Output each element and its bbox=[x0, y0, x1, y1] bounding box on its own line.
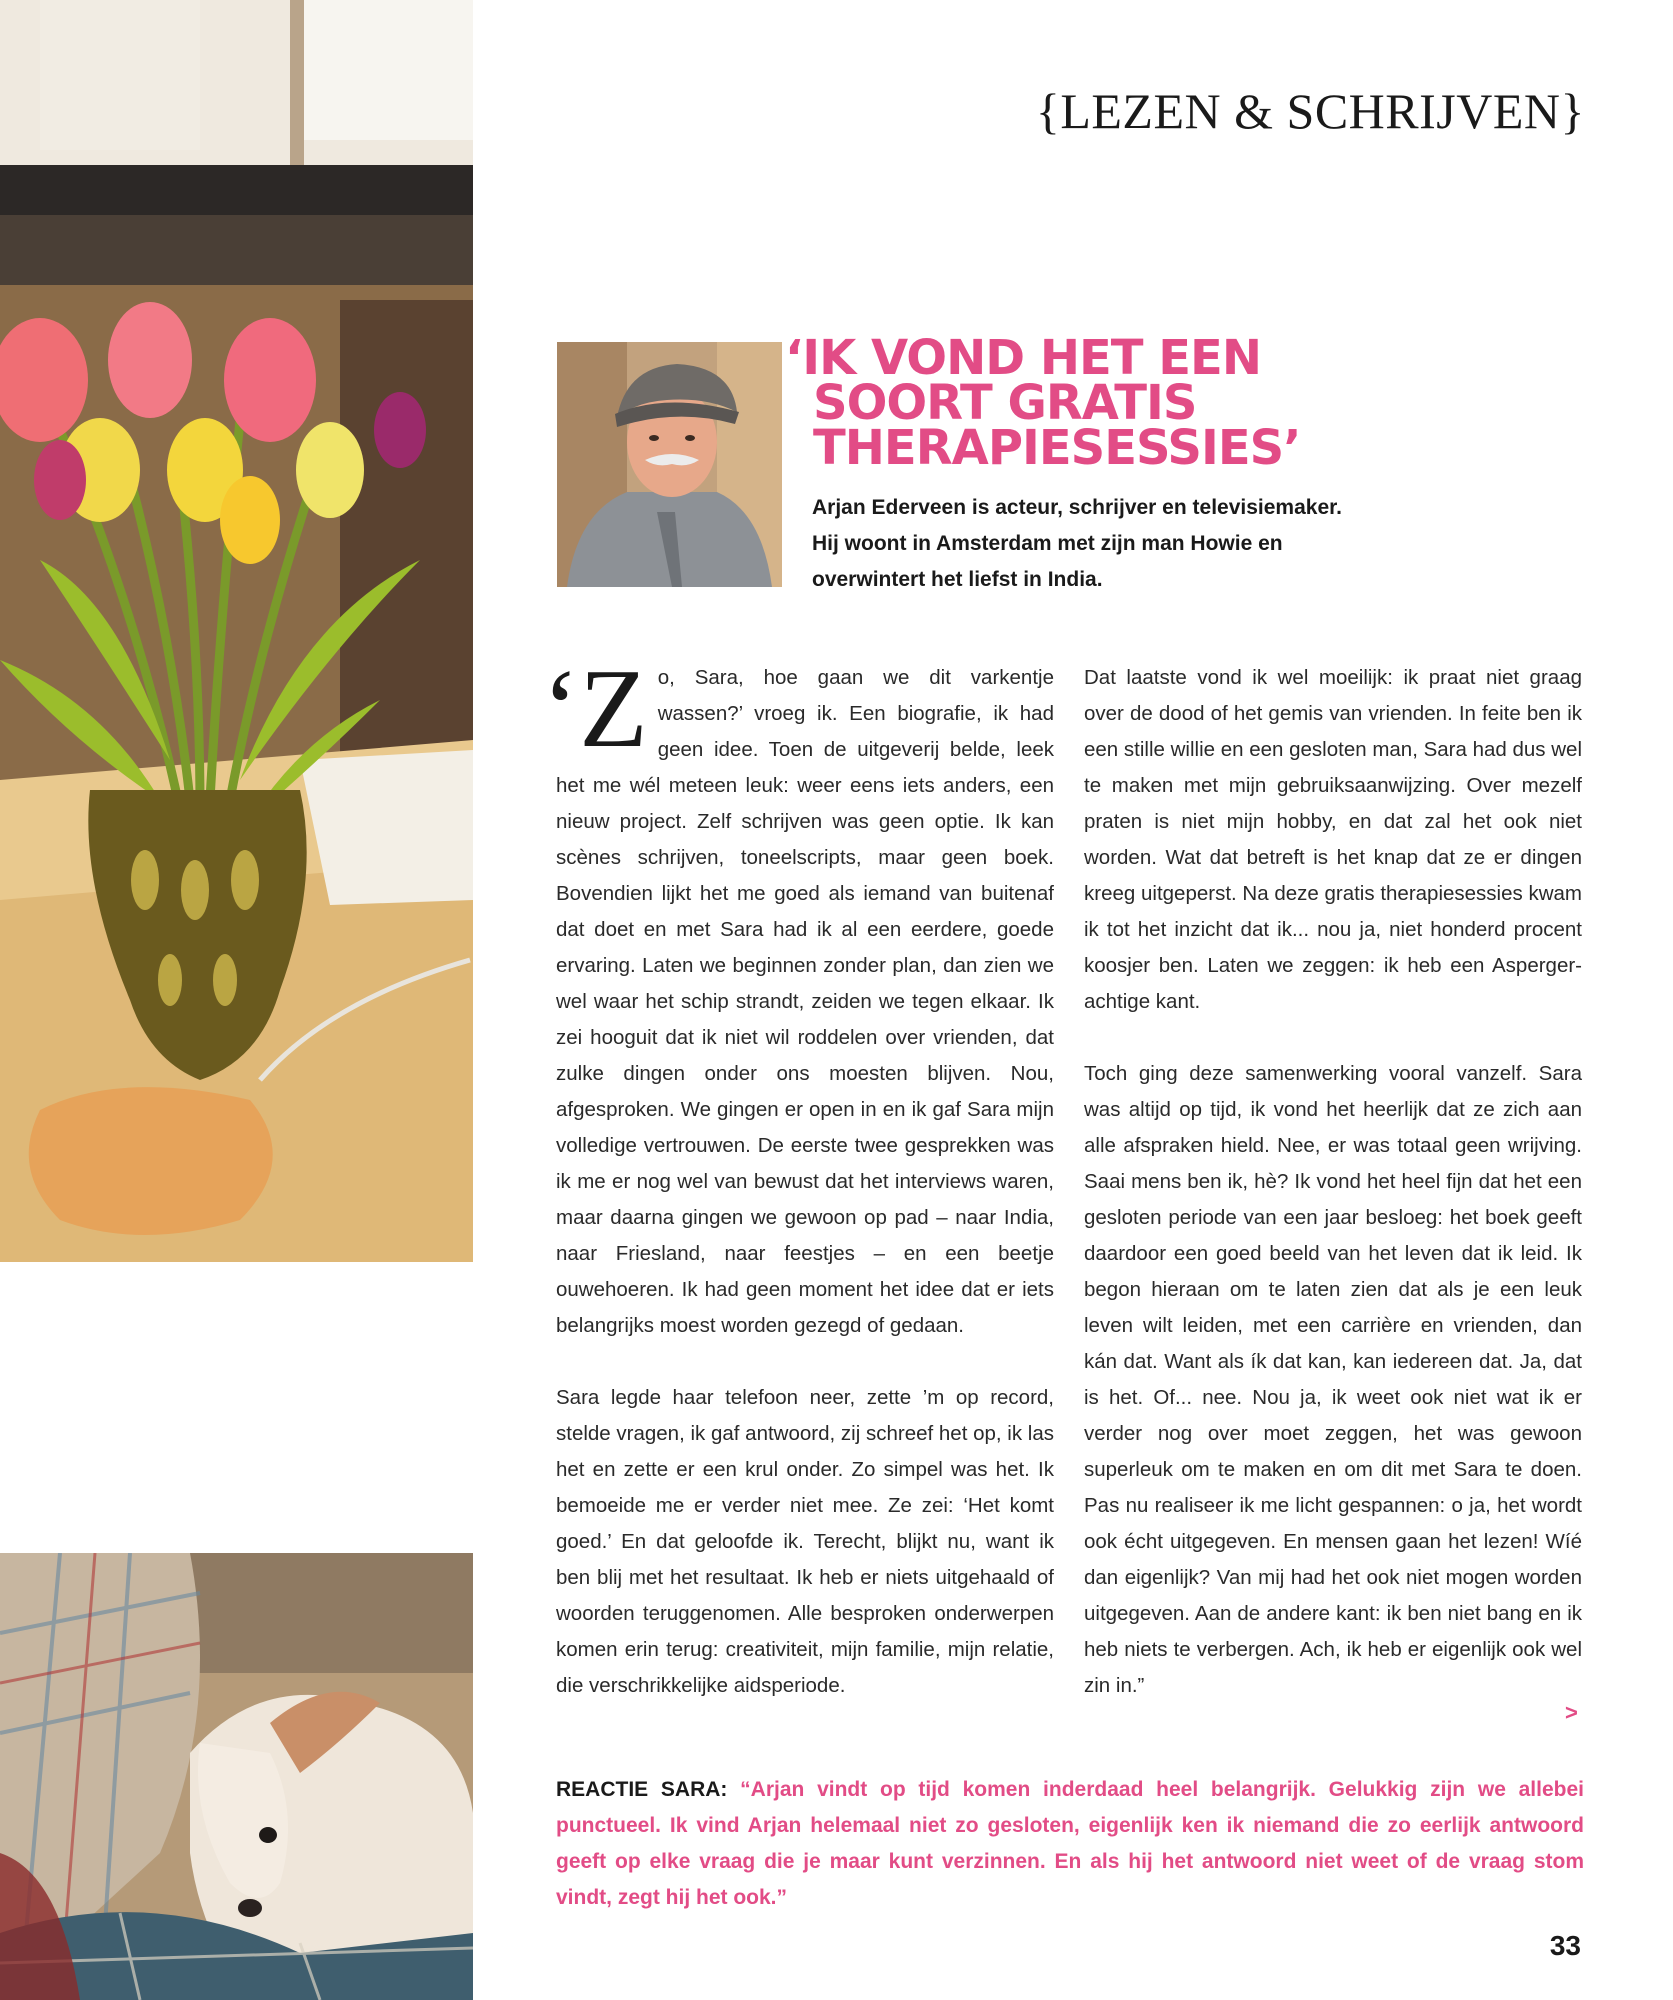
paragraph: Dat laatste vond ik wel moeilijk: ik praat niet graag over de dood of het gemis van vrienden. In feite ben ik een stille willie en een gesloten man, Sara had dus wel te maken met mijn gebruiksaanwijzing. Over mezelf praten is niet mijn hobby, en dat zal het ook niet worden. Wat dat betreft is het knap dat ze er dingen kreeg uitgeperst. Na deze gratis therapiesessies kwam ik tot het inzicht dat ik... nou ja, niet honderd procent koosjer ben. Laten we zeggen: ik heb een Asperger-achtige kant. bbox=[1084, 666, 1582, 1013]
reaction-box bbox=[556, 1772, 1584, 1916]
drop-cap: ‘Z bbox=[542, 647, 648, 771]
section-label: {LEZEN & SCHRIJVEN} bbox=[1035, 83, 1585, 139]
reaction-text: “Arjan vindt op tijd komen inderdaad heel belangrijk. Gelukkig zijn we allebei punctueel. Ik vind Arjan helemaal niet zo gesloten, eigenlijk ken ik niemand die zo eerlijk antwoord geeft op elke vraag die je maar kunt verzinnen. En als hij het antwoord niet weet of de vraag stom vindt, zegt hij het ook.” bbox=[556, 1778, 1584, 1909]
paragraph-text: o, Sara, hoe gaan we dit varkentje wassen?’ vroeg ik. Een biografie, ik had geen idee. Toen de uitgeverij belde, leek het me wél meteen leuk: weer eens iets anders, een nieuw project. Zelf schrijven was geen optie. Ik kan scènes schrijven, toneelscripts, maar geen boek. Bovendien lijkt het me goed als iemand van buitenaf dat doet en met Sara had ik al een eerdere, goede ervaring. Laten we beginnen zonder plan, dan zien we wel waar het schip strandt, zeiden we tegen elkaar. Ik zei hooguit dat ik niet wil roddelen over vrienden, dat zulke dingen onder ons moesten blijven. Nou, afgesproken. We gingen er open in en ik gaf Sara mijn volledige vertrouwen. De eerste twee gesprekken was ik me er nog wel van bewust dat het interviews waren, maar daarna gingen we gewoon op pad – naar India, naar Friesland, naar feestjes – en een beetje ouwehoeren. Ik had geen moment het idee dat er iets belangrijks moest worden gezegd of gedaan. bbox=[556, 666, 1054, 1337]
dog-photo bbox=[0, 1553, 473, 2000]
author-portrait bbox=[557, 342, 782, 587]
continue-arrow-icon: > bbox=[1565, 1700, 1578, 1725]
page-number: 33 bbox=[1549, 1930, 1581, 1961]
article-column-right bbox=[1084, 660, 1582, 1740]
paragraph: Toch ging deze samenwerking vooral vanzelf. Sara was altijd op tijd, ik vond het heerlijk dat ze zich aan alle afspraken hield. Nee, er was totaal geen wrijving. Saai mens ben ik, hè? Ik vond het heel fijn dat het een gesloten periode van een jaar besloeg: het boek geeft daardoor een goed beeld van het leven dat ik leid. Ik begon hieraan om te laten zien dat als je een leuk leven wilt leiden, met een carrière en vrienden, dan kán dat. Want als ík dat kan, kan iedereen dat. Ja, dat is het. Of... nee. Nou ja, ik weet ook niet wat ik er verder nog over moet zeggen, het was gewoon superleuk om te maken en om dit met Sara te doen. Pas nu realiseer ik me licht gespannen: o ja, het wordt ook écht uitgegeven. En mensen gaan het lezen! Wíé dan eigenlijk? Van mij had het ook niet mogen worden uitgegeven. Aan de andere kant: ik ben niet bang en ik heb niets te verbergen. Ach, ik heb er eigenlijk ook wel zin in.” bbox=[1084, 1062, 1582, 1697]
paragraph: Sara legde haar telefoon neer, zette ’m op record, stelde vragen, ik gaf antwoord, zij schreef het op, ik las het en zette er een krul onder. Zo simpel was het. Ik bemoeide me er verder niet mee. Ze zei: ‘Het komt goed.’ En dat geloofde ik. Terecht, blijkt nu, want ik ben blij met het resultaat. Ik heb er niets uitgehaald of woorden teruggenomen. Alle besproken onderwerpen komen erin terug: creativiteit, mijn familie, mijn relatie, die verschrikkelijke aidsperiode. bbox=[556, 1386, 1054, 1697]
article-column-left bbox=[542, 647, 1054, 1740]
intro-text: Arjan Ederveen is acteur, schrijver en televisiemaker. Hij woont in Amsterdam met zijn man Howie en overwintert het liefst in India. bbox=[812, 496, 1342, 591]
tulips-photo bbox=[0, 0, 473, 1262]
headline-line-1: ‘IK VOND HET EEN bbox=[785, 330, 1261, 386]
headline-line-2: SOORT GRATIS bbox=[813, 375, 1197, 431]
headline bbox=[785, 330, 1345, 476]
headline-line-3: THERAPIESESSIES’ bbox=[813, 420, 1301, 476]
reaction-label: REACTIE SARA: bbox=[556, 1778, 728, 1801]
paragraph bbox=[542, 647, 1054, 1344]
